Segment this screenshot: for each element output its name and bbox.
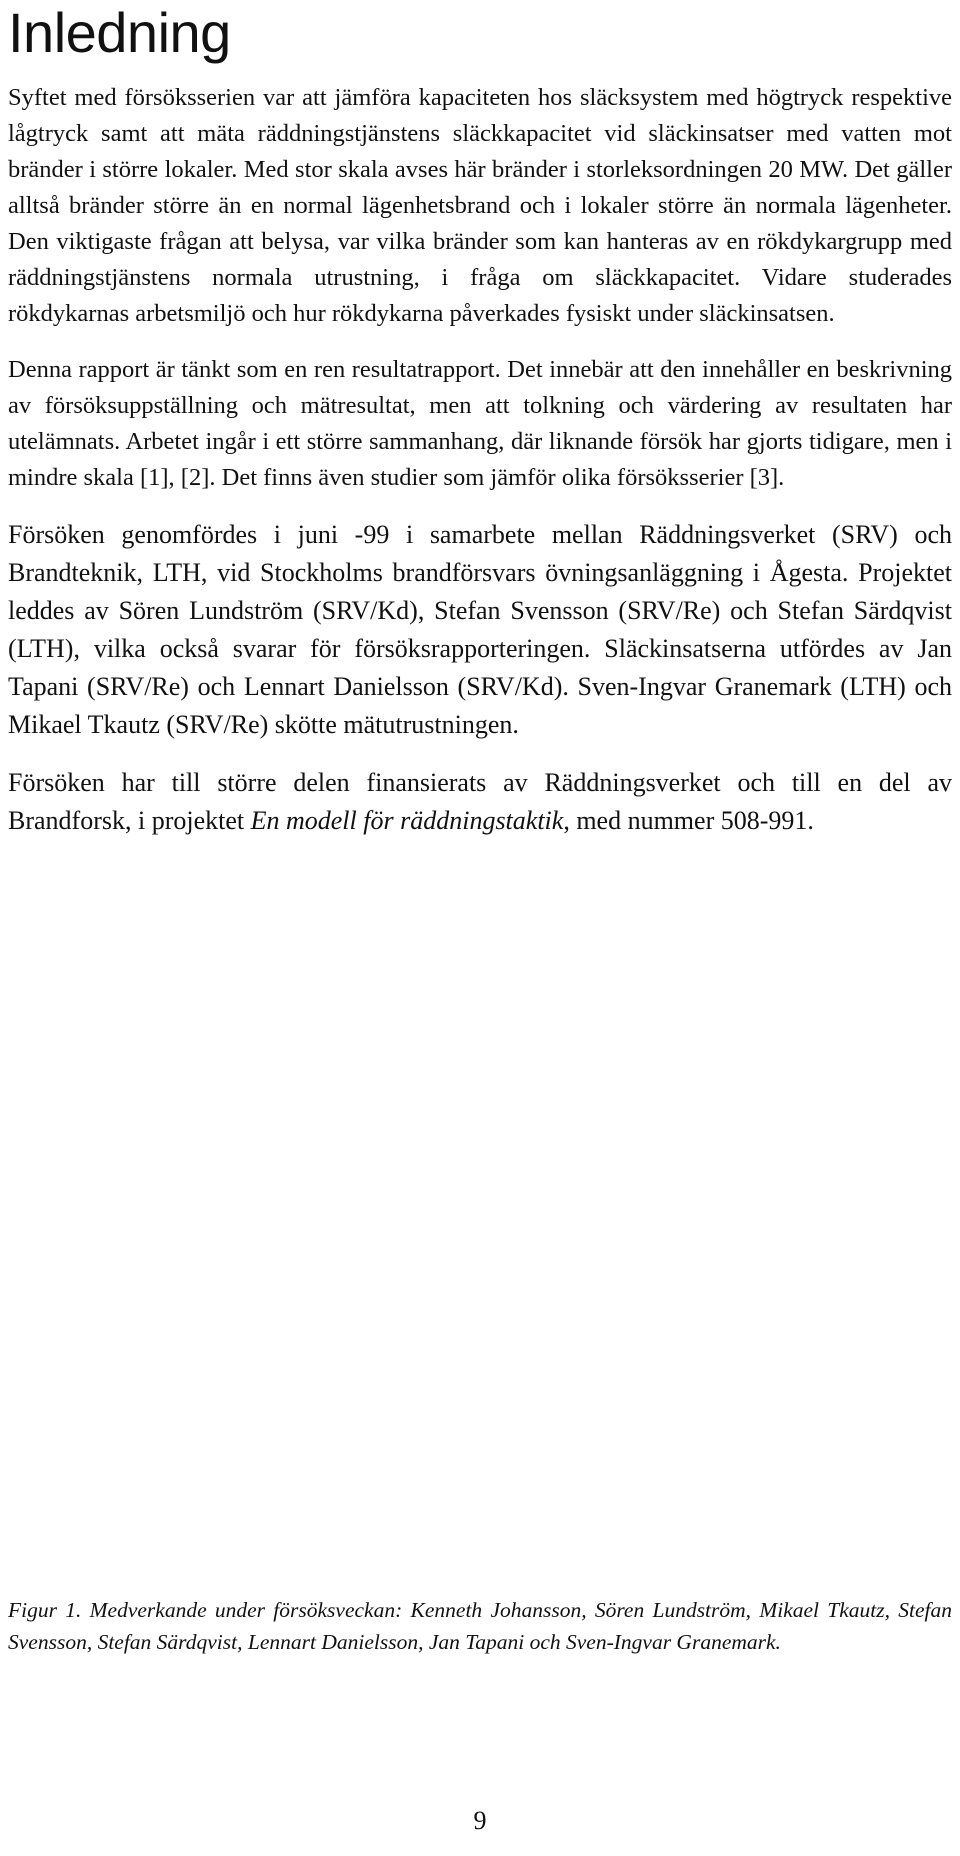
paragraph-funding (8, 764, 952, 840)
funding-text-end: , med nummer 508-991. (563, 806, 814, 835)
paragraph-purpose: Syftet med försöksserien var att jämföra kapaciteten hos släcksystem med högtryck respektive lågtryck samt att mäta räddningstjänstens släckkapacitet vid släckinsatser med vatten mot bränder i större lokaler. Med stor skala avses här bränder i storleksordningen 20 MW. Det gäller alltså bränder större än en normal lägenhetsbrand och i lokaler större än normala lägenheter. Den viktigaste frågan att belysa, var vilka bränder som kan hanteras av en rökdykargrupp med räddningstjänstens normala utrustning, i fråga om släckkapacitet. Vidare studerades rökdykarnas arbetsmiljö och hur rökdykarna påverkades fysiskt under släckinsatsen. (8, 84, 952, 327)
project-title: En modell för räddningstaktik (250, 806, 564, 835)
paragraph-report-scope: Denna rapport är tänkt som en ren resultatrapport. Det innebär att den innehåller en beskrivning av försöksuppställning och mätresultat, men att tolkning och värdering av resultaten har utelämnats. Arbetet ingår i ett större sammanhang, där liknande försök har gjorts tidigare, men i mindre skala [1], [2]. Det finns även studier som jämför olika försöksserier [3]. (8, 356, 952, 491)
figure-caption: Figur 1. Medverkande under försöksveckan: Kenneth Johansson, Sören Lundström, Mikael Tkautz, Stefan Svensson, Stefan Särdqvist, Lennart Danielsson, Jan Tapani och Sven-Ingvar Granemark. (8, 1598, 952, 1654)
figure-1-image-area (8, 1000, 952, 1570)
paragraph-participants: Försöken genomfördes i juni -99 i samarbete mellan Räddningsverket (SRV) och Brandteknik, LTH, vid Stockholms brandförsvars övningsanläggning i Ågesta. Projektet leddes av Sören Lundström (SRV/Kd), Stefan Svensson (SRV/Re) och Stefan Särdqvist (LTH), vilka också svarar för försöksrapporteringen. Släckinsatserna utfördes av Jan Tapani (SRV/Re) och Lennart Danielsson (SRV/Kd). Sven-Ingvar Granemark (LTH) och Mikael Tkautz (SRV/Re) skötte mätutrustningen. (8, 520, 952, 739)
page-number: 9 (473, 1806, 487, 1835)
page-title: Inledning (8, 1, 231, 64)
body-text (8, 80, 952, 860)
funding-text-start: Försöken har till större delen finansierats av Räddningsverket och till en del av Brandforsk, i projektet (8, 768, 952, 835)
